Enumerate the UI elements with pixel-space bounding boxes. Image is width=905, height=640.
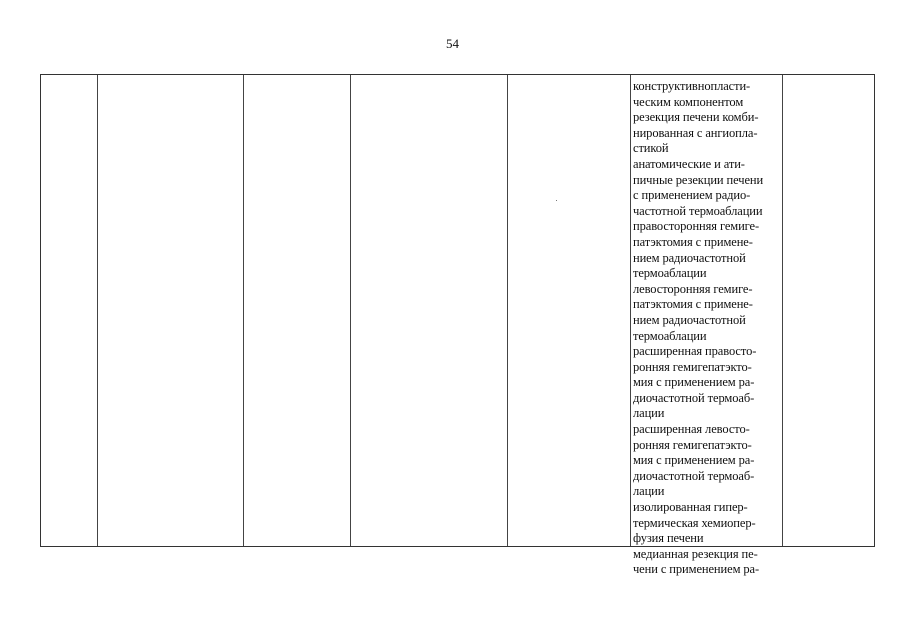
- cell-text-line: диочастотной термоаб-: [633, 468, 755, 483]
- document-table: [40, 74, 875, 577]
- cell-text-line: пичные резекции печени: [633, 172, 764, 187]
- cell-text-line: термоаблации: [633, 266, 707, 281]
- cell-text-line: расширенная левосто-: [633, 422, 750, 437]
- page-number: 54: [446, 36, 459, 51]
- cell-text-line: термическая хемиопер-: [633, 515, 756, 530]
- cell-text-line: ронняя гемигепатэкто-: [633, 359, 752, 374]
- column-divider-1: [97, 75, 98, 546]
- column-divider-5: [630, 75, 631, 546]
- procedures-cell-text: [633, 79, 778, 578]
- cell-text-line: лации: [633, 484, 665, 499]
- cell-text-line: диочастотной термоаб-: [633, 390, 755, 405]
- cell-text-line: расширенная правосто-: [633, 344, 757, 359]
- scan-speck: [556, 200, 557, 201]
- cell-text-line: правосторонняя гемиге-: [633, 219, 760, 234]
- cell-text-line: изолированная гипер-: [633, 500, 748, 515]
- cell-text-line: с применением радио-: [633, 188, 751, 203]
- cell-text-line: анатомические и ати-: [633, 156, 745, 171]
- cell-text-line: ческим компонентом: [633, 94, 744, 109]
- cell-text-line: фузия печени: [633, 531, 704, 546]
- cell-text-line: мия с применением ра-: [633, 375, 755, 390]
- cell-text-line: чени с применением ра-: [633, 562, 760, 577]
- cell-text-line: конструктивнопласти-: [633, 79, 751, 93]
- cell-text-line: патэктомия с примене-: [633, 234, 753, 249]
- cell-text-line: лации: [633, 406, 665, 421]
- cell-text-line: медианная резекция пе-: [633, 546, 758, 561]
- cell-text-line: нием радиочастотной: [633, 312, 746, 327]
- cell-text-line: левосторонняя гемиге-: [633, 281, 753, 296]
- cell-text-line: частотной термоаблации: [633, 203, 763, 218]
- column-divider-3: [350, 75, 351, 546]
- cell-text-line: мия с применением ра-: [633, 453, 755, 468]
- column-divider-4: [507, 75, 508, 546]
- cell-text-line: стикой: [633, 141, 669, 156]
- column-divider-2: [243, 75, 244, 546]
- cell-text-line: резекция печени комби-: [633, 110, 759, 125]
- cell-text-line: нием радиочастотной: [633, 250, 746, 265]
- column-divider-6: [782, 75, 783, 546]
- cell-text-line: нированная с ангиопла-: [633, 125, 758, 140]
- cell-text-line: термоаблации: [633, 328, 707, 343]
- cell-text-line: патэктомия с примене-: [633, 297, 753, 312]
- cell-text-line: ронняя гемигепатэкто-: [633, 437, 752, 452]
